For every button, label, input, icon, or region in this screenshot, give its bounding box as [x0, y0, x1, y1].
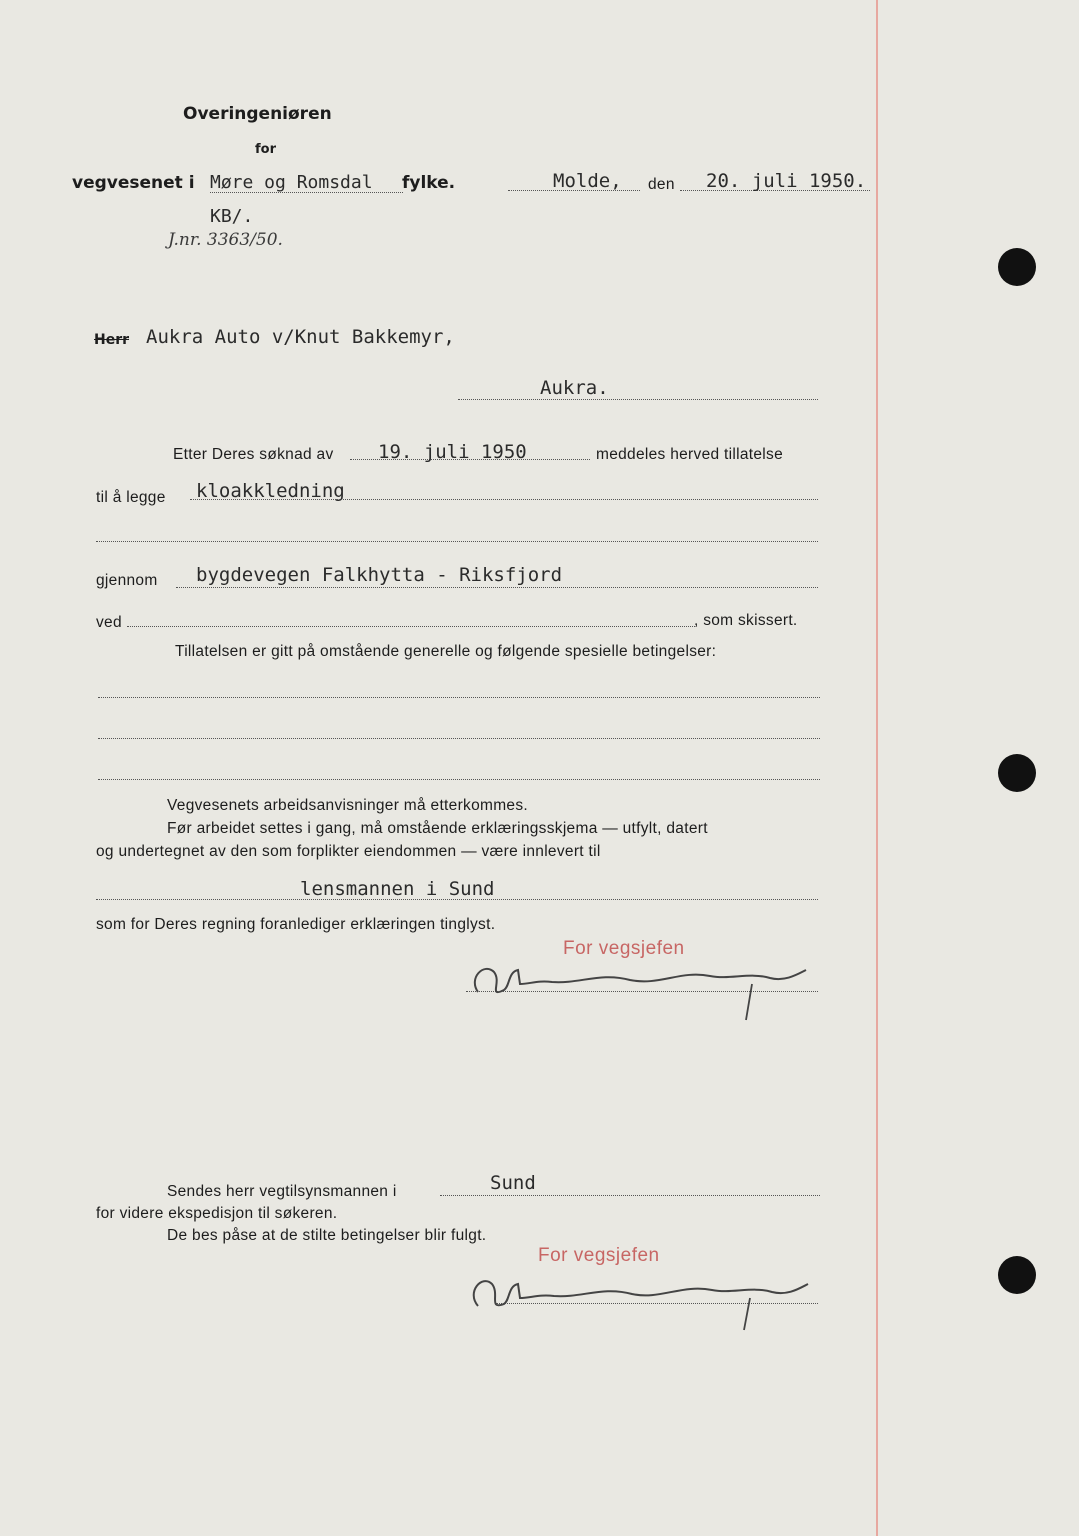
road-line — [176, 587, 818, 588]
margin-line — [876, 0, 878, 1536]
ved-line — [127, 626, 695, 627]
meddeles-text: meddeles herved tillatelse — [596, 446, 784, 463]
condition-line-2 — [98, 738, 820, 739]
purpose-line-2 — [96, 541, 818, 542]
punch-hole-middle — [998, 754, 1036, 792]
punch-hole-bottom — [998, 1256, 1036, 1294]
application-date: 19. juli 1950 — [378, 441, 527, 463]
date: 20. juli 1950. — [706, 170, 867, 192]
recipient-line — [96, 899, 818, 900]
ref-code: KB/. — [210, 206, 254, 227]
letterhead-fylke: fylke. — [402, 173, 456, 193]
signature-2 — [460, 1262, 820, 1337]
journal-number: J.nr. 3363/50. — [168, 230, 283, 250]
punch-hole-top — [998, 248, 1036, 286]
condition-line-3 — [98, 779, 820, 780]
district-line — [440, 1195, 820, 1196]
town-line — [458, 399, 818, 400]
instruction-4: som for Deres regning foranlediger erklæringen tinglyst. — [96, 916, 496, 933]
den-label: den — [648, 176, 675, 193]
letterhead-for: for — [255, 142, 276, 157]
place: Molde, — [553, 170, 622, 192]
til-label: til å legge — [96, 489, 166, 506]
letterhead-county: Møre og Romsdal — [210, 172, 373, 193]
purpose: kloakkledning — [196, 480, 345, 502]
letterhead-vegvesenet: vegvesenet i — [72, 173, 195, 193]
salutation: Herr — [94, 332, 130, 348]
district: Sund — [490, 1172, 536, 1194]
road: bygdevegen Falkhytta - Riksfjord — [196, 564, 563, 586]
signature-1 — [460, 950, 820, 1025]
gjennom-label: gjennom — [96, 572, 158, 589]
letterhead-title: Overingeniøren — [183, 104, 332, 124]
purpose-line — [190, 499, 818, 500]
addressee-name: Aukra Auto v/Knut Bakkemyr, — [146, 326, 455, 348]
for-videre-text: for videre ekspedisjon til søkeren. — [96, 1205, 338, 1222]
instruction-1: Vegvesenets arbeidsanvisninger må etterkommes. — [167, 797, 529, 814]
stamp-for-vegsjefen-1: For vegsjefen — [563, 938, 685, 959]
conditions-intro: Tillatelsen er gitt på omstående generelle og følgende spesielle betingelser: — [175, 643, 717, 660]
recipient: lensmannen i Sund — [300, 878, 495, 900]
instruction-3: og undertegnet av den som forplikter eiendommen — være innlevert til — [96, 843, 601, 860]
de-bes-text: De bes påse at de stilte betingelser blir fulgt. — [167, 1227, 487, 1244]
etter-label: Etter Deres søknad av — [173, 446, 334, 463]
condition-line-1 — [98, 697, 820, 698]
county-line — [210, 192, 403, 193]
addressee-town: Aukra. — [540, 377, 609, 399]
ved-label: ved — [96, 614, 122, 631]
sendes-text: Sendes herr vegtilsynsmannen i — [167, 1183, 397, 1200]
instruction-2: Før arbeidet settes i gang, må omstående erklæringsskjema — utfylt, datert — [167, 820, 708, 837]
som-skissert: , som skissert. — [694, 612, 798, 629]
stamp-for-vegsjefen-2: For vegsjefen — [538, 1245, 660, 1266]
